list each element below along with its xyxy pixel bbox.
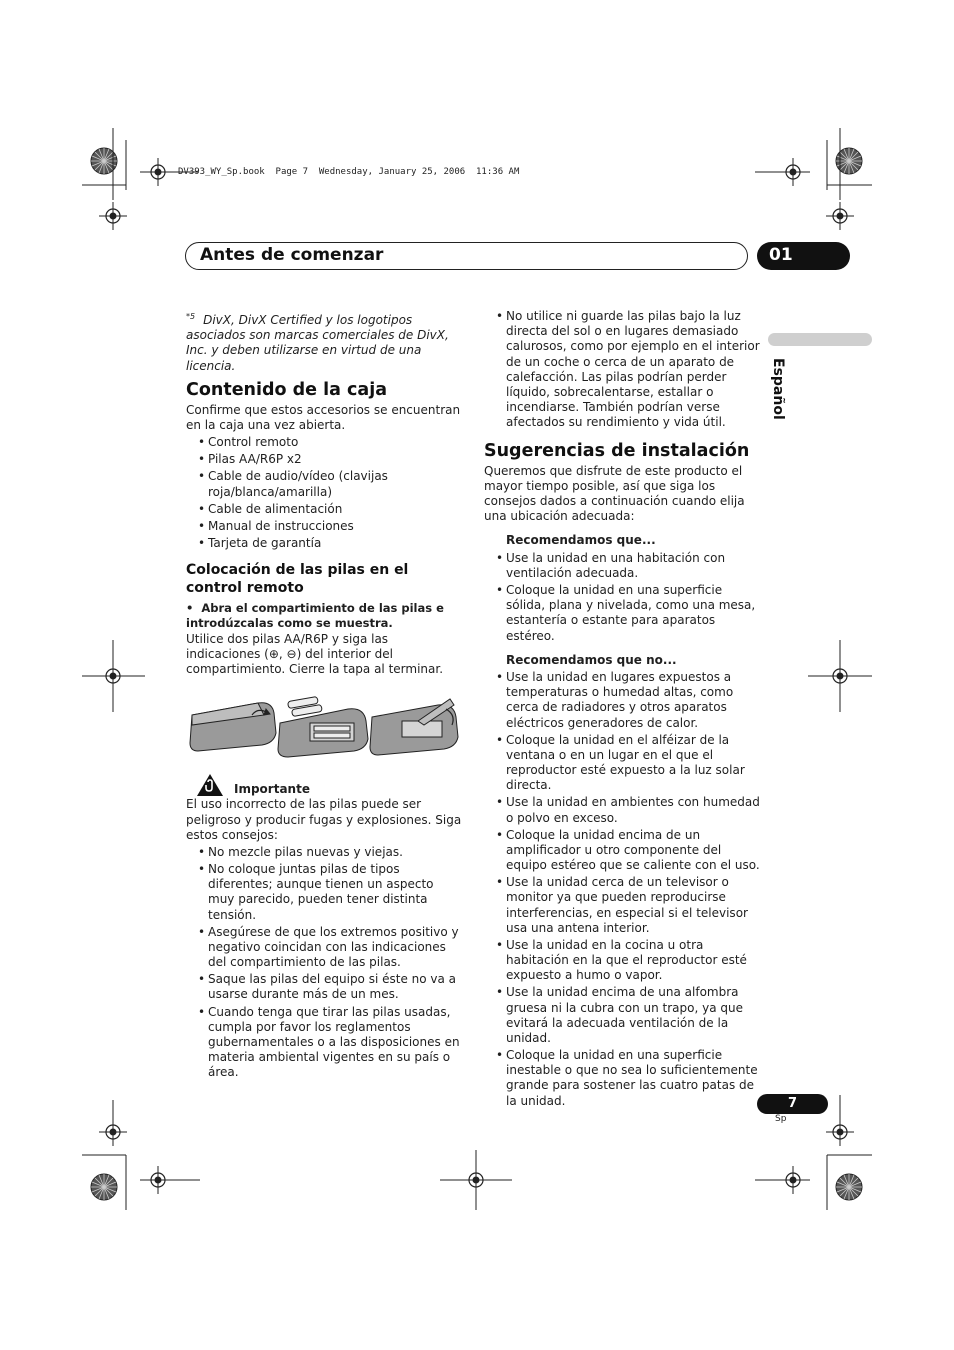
list-item: • No utilice ni guarde las pilas bajo la luz directa del sol o en lugares demasiado calurosos, como por ejemplo en el interior de un coche o cerca de un aparato de calefacción. Las pilas podrían perder líquido, sobrecalentarse, estallar o incendiarse. También podrían verse afectados su rendimiento y vida útil.: [484, 309, 762, 431]
language-tab: [768, 333, 872, 346]
list-item: • Asegúrese de que los extremos positivo y negativo coincidan con las indicaciones del compartimiento de las pilas.: [186, 925, 462, 971]
list-item: • No coloque juntas pilas de tipos diferentes; aunque tienen un aspecto muy parecido, pueden tener distinta tensión.: [186, 862, 462, 923]
list-item: • Coloque la unidad en una superficie sólida, plana y nivelada, como una mesa, estantería o estante para aparatos estéreo.: [484, 583, 762, 644]
remote-illustration-2: [278, 697, 368, 758]
chapter-number: 01: [757, 242, 850, 270]
list-item: • Use la unidad encima de una alfombra gruesa ni la cubra con un trapo, ya que evitará la adecuada ventilación de la unidad.: [484, 985, 762, 1046]
remote-illustration-1: [190, 703, 276, 751]
footnote-marker: *5: [186, 312, 196, 321]
list-item: • Use la unidad en ambientes con humedad o polvo en exceso.: [484, 795, 762, 825]
battery-instruction: • Abra el compartimiento de las pilas e introdúzcalas como se muestra.: [186, 601, 444, 631]
important-label: Importante: [234, 782, 310, 797]
chapter-title: Antes de comenzar: [200, 245, 384, 265]
battery-heading: Colocación de las pilas en el control remoto: [186, 562, 409, 597]
battery-text: Utilice dos pilas AA/R6P y siga las indicaciones (⊕, ⊖) del interior del compartimiento. Cierre la tapa al terminar.: [186, 631, 444, 676]
important-notice: [196, 773, 462, 797]
list-item: • Cable de alimentación: [186, 502, 462, 517]
do-list: [484, 551, 762, 644]
list-item: • Tarjeta de garantía: [186, 536, 462, 551]
print-info: DV393_WY_Sp.book Page 7 Wednesday, January 25, 2006 11:36 AM: [178, 167, 520, 177]
dont-list: [484, 670, 762, 1109]
list-item: • Control remoto: [186, 435, 462, 450]
install-heading: Sugerencias de instalación: [484, 440, 750, 461]
page-number: 7: [757, 1094, 828, 1114]
list-item: • Saque las pilas del equipo si éste no va a usarse durante más de un mes.: [186, 972, 462, 1002]
list-item: • Coloque la unidad en el alféizar de la ventana o en un lugar en el que el reproductor esté expuesto a la luz solar directa.: [484, 733, 762, 794]
dont-heading: Recomendamos que no...: [506, 652, 677, 667]
right-column: [484, 307, 762, 1111]
list-item: • Coloque la unidad encima de un amplificador u otro componente del equipo estéreo que se caliente con el uso.: [484, 828, 762, 874]
list-item: • Coloque la unidad en una superficie inestable o que no sea lo suficientemente grande para sostener las cuatro patas de la unidad.: [484, 1048, 762, 1109]
page-language-code: Sp: [775, 1114, 787, 1124]
contents-list: [186, 435, 462, 551]
contents-heading: Contenido de la caja: [186, 379, 388, 400]
footnote-text: DivX, DivX Certified y los logotipos asociados son marcas comerciales de DivX, Inc. y deben utilizarse en virtud de una licencia.: [186, 313, 449, 373]
important-list: [186, 845, 462, 1081]
list-item: • Use la unidad en la cocina u otra habitación en la que el reproductor esté expuesto a humo o vapor.: [484, 938, 762, 984]
list-item: • Pilas AA/R6P x2: [186, 452, 462, 467]
list-item: • Cable de audio/vídeo (clavijas roja/blanca/amarilla): [186, 469, 462, 499]
list-item: • Use la unidad en lugares expuestos a temperaturas o humedad altas, como cerca de radiadores y otros aparatos eléctricos generadores de calor.: [484, 670, 762, 731]
language-label: Español: [770, 358, 786, 420]
left-column: [186, 309, 462, 1082]
battery-instruction-text: Abra el compartimiento de las pilas e introdúzcalas como se muestra.: [186, 601, 444, 631]
install-intro: Queremos que disfrute de este producto el mayor tiempo posible, así que siga los consejos dados a continuación cuando elija una ubicación adecuada:: [484, 463, 745, 524]
list-item: • Manual de instrucciones: [186, 519, 462, 534]
warning-icon: [196, 773, 224, 797]
list-item: • Use la unidad en una habitación con ventilación adecuada.: [484, 551, 762, 581]
important-intro: El uso incorrecto de las pilas puede ser peligroso y producir fugas y explosiones. Siga estos consejos:: [186, 797, 462, 842]
list-item: • Use la unidad cerca de un televisor o monitor ya que pueden reproducirse interferencias, en especial si el televisor usa una antena interior.: [484, 875, 762, 936]
list-item: • Cuando tenga que tirar las pilas usadas, cumpla por favor los reglamentos gubernamentales o a las disposiciones en materia ambiental vigentes en su país o área.: [186, 1005, 462, 1081]
list-item: • No mezcle pilas nuevas y viejas.: [186, 845, 462, 860]
remote-illustration-3: [370, 699, 458, 755]
battery-illustration: [188, 695, 460, 763]
footnote: [186, 309, 462, 374]
battery-warning-list: [484, 309, 762, 431]
contents-intro: Confirme que estos accesorios se encuentran en la caja una vez abierta.: [186, 402, 461, 433]
do-heading: Recomendamos que...: [506, 533, 656, 548]
